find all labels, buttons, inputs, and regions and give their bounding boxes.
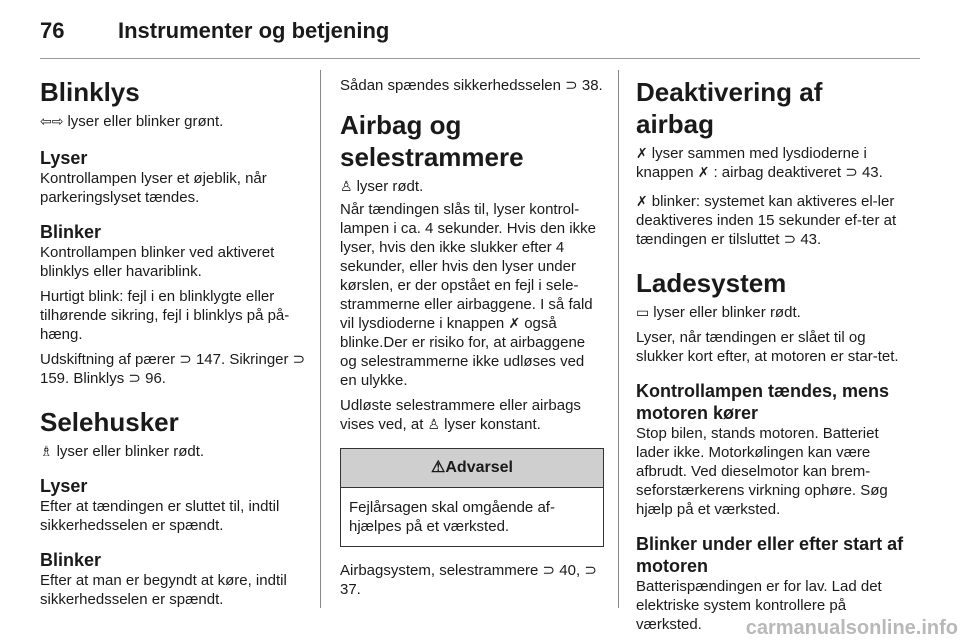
blinker2-heading: Blinker bbox=[40, 550, 102, 570]
turn-signal-icon: ⇦⇨ bbox=[40, 113, 64, 129]
airbag-icon-text: lyser rødt. bbox=[356, 178, 424, 195]
lyser2-text: Efter at tændingen er sluttet til, indtil sikkerhedsselen er spændt. bbox=[40, 498, 280, 534]
column-divider-2 bbox=[618, 70, 619, 608]
blinklys-text: lyser eller blinker grønt. bbox=[67, 113, 224, 130]
deakt-para2: blinker: systemet kan aktiveres el-ler deaktiveres inden 15 sekunder ef-ter at tændingen er tilsluttet ⊃ 43. bbox=[636, 193, 897, 248]
ladesystem-title: Ladesystem bbox=[636, 268, 787, 298]
warning-text: Fejlårsagen skal omgående af-hjælpes på et værksted. bbox=[349, 499, 555, 535]
udskiftning-text: Udskiftning af pærer ⊃ 147. Sikringer ⊃ 159. Blinklys ⊃ 96. bbox=[40, 351, 306, 387]
deaktivering-title: Deaktivering af airbag bbox=[636, 77, 823, 139]
lyser2-heading: Lyser bbox=[40, 476, 88, 496]
blinker-start-text: Batterispændingen er for lav. Lad det elektriske system kontrollere på værksted. bbox=[636, 578, 882, 633]
blinker2-text: Efter at man er begyndt at køre, indtil sikkerhedsselen er spændt. bbox=[40, 572, 287, 608]
airbag-para2-end: lyser konstant. bbox=[444, 416, 541, 433]
warning-box bbox=[340, 448, 604, 547]
lade-icon-text: lyser eller blinker rødt. bbox=[653, 304, 801, 321]
airbag-ref-text: Airbagsystem, selestrammere ⊃ 40, ⊃ 37. bbox=[340, 562, 597, 598]
column-2 bbox=[340, 76, 604, 599]
seatbelt-ref-text: Sådan spændes sikkerhedsselen ⊃ 38. bbox=[340, 77, 603, 94]
warning-icon: ⚠ bbox=[431, 459, 446, 476]
selehusker-title: Selehusker bbox=[40, 407, 179, 437]
airbag-off-icon: ✗ bbox=[636, 145, 648, 161]
airbag-para1-end: også blinke.Der er risiko for, at airbaggene og selestrammerne ikke udløses ved en ulykke. bbox=[340, 315, 586, 389]
column-1 bbox=[40, 76, 308, 609]
airbag-off-icon: ✗ bbox=[508, 315, 521, 331]
selehusker-text: lyser eller blinker rødt. bbox=[56, 443, 205, 460]
airbag-off-icon-2: ✗ bbox=[636, 193, 648, 209]
seatbelt-icon: ♗ bbox=[40, 443, 53, 459]
airbag-para2-start: Udløste selestrammere eller airbags vises ved, at bbox=[340, 397, 581, 433]
warning-title: Advarsel bbox=[445, 459, 513, 476]
deakt-para1-start: lyser sammen med lysdioderne i knappen bbox=[636, 145, 867, 181]
lade-para: Lyser, når tændingen er slået til og slukker kort efter, at motoren er star-tet. bbox=[636, 329, 899, 365]
column-3 bbox=[636, 76, 904, 634]
blinker-text: Kontrollampen blinker ved aktiveret blinklys eller havariblink. bbox=[40, 244, 275, 280]
warning-header bbox=[341, 449, 603, 488]
page-number: 76 bbox=[40, 18, 65, 43]
deakt-para1-end: : airbag deaktiveret ⊃ 43. bbox=[713, 164, 883, 181]
airbag-para1: Når tændingen slås til, lyser kontrol-lampen i ca. 4 sekunder. Hvis den ikke lyser, hvis den ikke slukker efter 4 sekunder, eller hvis den lyser under kørslen, er der opstået en fejl i sele-strammerne eller airbaggene. I så fald vil lysdioderne i knappen bbox=[340, 201, 596, 332]
battery-icon: ▭ bbox=[636, 304, 650, 320]
kontrol-text: Stop bilen, stands motoren. Batteriet lader ikke. Motorkølingen kan være afbrudt. Ved dieselmotor kan brem-seforstærkerens virkning ophøre. Søg hjælp på et værksted. bbox=[636, 425, 888, 518]
airbag-icon: ♙ bbox=[340, 178, 353, 194]
kontrol-heading: Kontrollampen tændes, mens motoren kører bbox=[636, 381, 890, 423]
page-header bbox=[40, 14, 920, 58]
blinklys-title: Blinklys bbox=[40, 77, 140, 107]
header-title: Instrumenter og betjening bbox=[118, 18, 390, 43]
column-divider-1 bbox=[320, 70, 321, 608]
header-rule bbox=[40, 58, 920, 59]
hurtigt-blink-text: Hurtigt blink: fejl i en blinklygte eller tilhørende sikring, fejl i blinklys på på-hæng. bbox=[40, 288, 290, 343]
lyser-text: Kontrollampen lyser et øjeblik, når parkeringslyset tændes. bbox=[40, 170, 267, 206]
lyser-heading: Lyser bbox=[40, 148, 88, 168]
airbag-off-icon-inline: ✗ bbox=[697, 164, 710, 180]
watermark: carmanualsonline.info bbox=[745, 617, 958, 639]
airbag-icon-inline: ♙ bbox=[427, 416, 441, 432]
airbag-title: Airbag og selestrammere bbox=[340, 110, 524, 172]
blinker-start-heading: Blinker under eller efter start af motoren bbox=[636, 534, 904, 576]
blinker-heading: Blinker bbox=[40, 222, 102, 242]
